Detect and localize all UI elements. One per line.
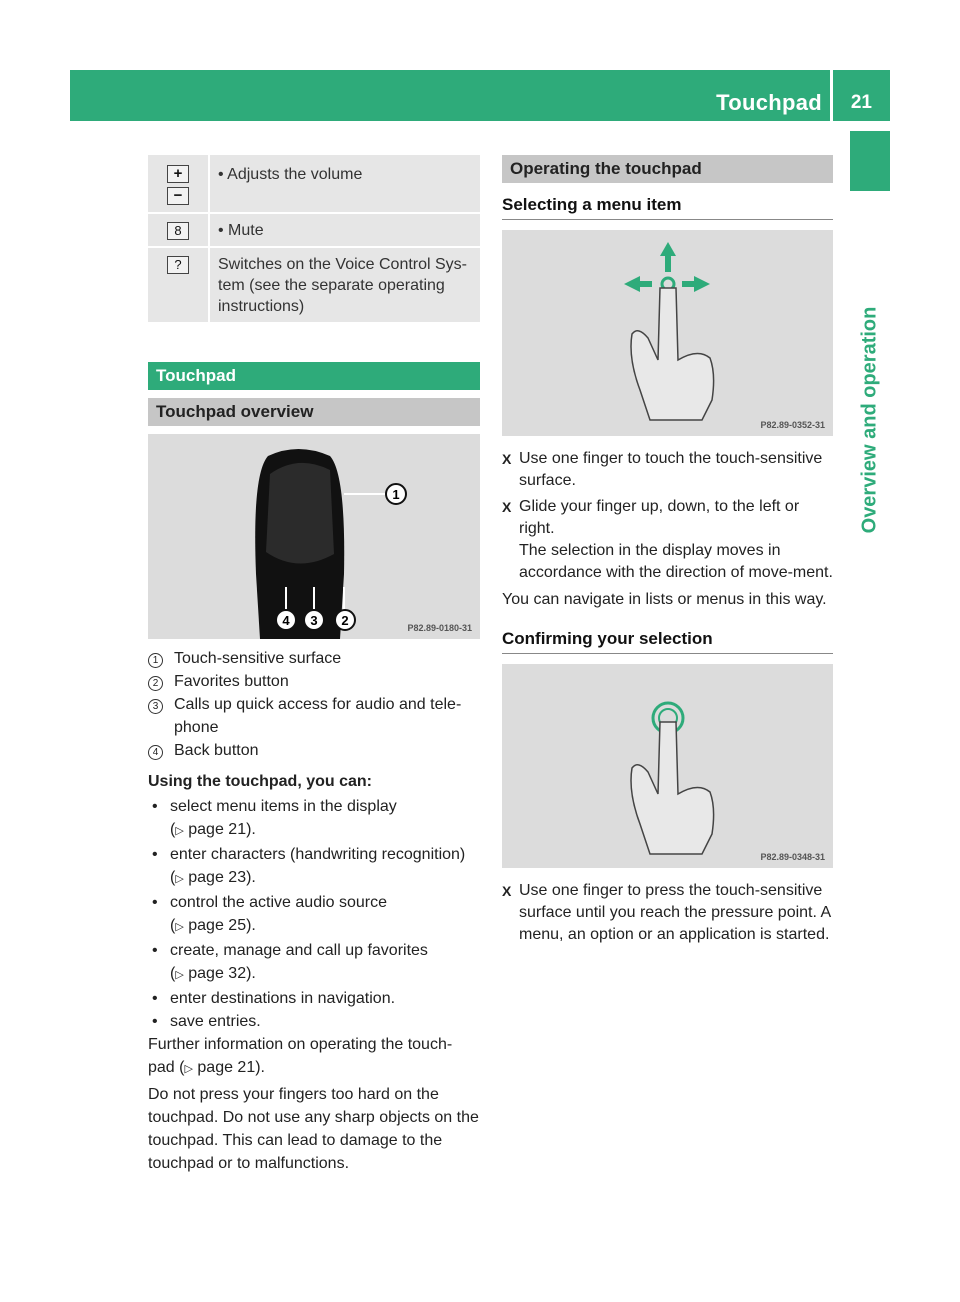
touchpad-illustration <box>148 434 480 639</box>
further-info-paragraph: Further information on operating the touch- pad (▷ page 21). <box>148 1036 453 1076</box>
legend-list <box>148 647 480 762</box>
header-separator <box>830 70 833 121</box>
list-item: • control the active audio source (▷ page 25). <box>152 894 388 934</box>
list-item: • enter characters (handwriting recognition) (▷ page 23). <box>152 846 466 886</box>
key-row <box>148 248 480 322</box>
key-row <box>148 214 480 248</box>
page-ref-icon: ▷ <box>184 1063 193 1075</box>
header-title: Touchpad <box>716 90 822 115</box>
legend-item: 3 Calls up quick access for audio and tele-phone <box>148 693 480 739</box>
mute-icon: 8 <box>167 222 189 240</box>
page-header <box>70 70 890 121</box>
svg-text:2: 2 <box>341 613 349 628</box>
voice-control-key <box>148 248 210 322</box>
press-gesture-illustration <box>502 664 833 868</box>
list-item: • select menu items in the display (▷ page 21). <box>152 798 397 838</box>
list-item: • create, manage and call up favorites (▷ page 32). <box>152 942 428 982</box>
key-description: Switches on the Voice Control Sys-tem (see the separate operating instructions) <box>218 256 468 315</box>
figure-code: P82.89-0180-31 <box>407 623 472 633</box>
step-item: X Glide your finger up, down, to the left or right. The selection in the display moves in accordance with the direction of move-ment. <box>502 498 833 581</box>
subsection-title: Selecting a menu item <box>502 195 833 220</box>
key-row <box>148 155 480 214</box>
swipe-figure <box>502 230 833 436</box>
touchpad-figure <box>148 434 480 639</box>
left-column <box>148 155 480 1175</box>
page-number: 21 <box>850 92 872 113</box>
page-ref-icon: ▷ <box>175 921 184 933</box>
right-column <box>502 155 833 946</box>
subsection-title: Touchpad overview <box>148 398 480 426</box>
swipe-gesture-illustration <box>502 230 833 436</box>
list-item: • enter destinations in navigation. <box>152 990 396 1007</box>
key-table <box>148 155 480 322</box>
usage-heading: Using the touchpad, you can: <box>148 773 373 790</box>
side-tab <box>850 131 890 191</box>
usage-list <box>148 795 480 1033</box>
figure-code: P82.89-0352-31 <box>760 420 825 430</box>
svg-text:4: 4 <box>282 613 290 628</box>
step-item: X Use one finger to press the touch-sensitive surface until you reach the pressure point. A menu, an option or an application is started. <box>502 882 831 943</box>
mute-key <box>148 214 210 246</box>
warning-paragraph: Do not press your fingers too hard on the touchpad. Do not use any sharp objects on the touchpad. This can lead to damage to the touchpad or to malfunctions. <box>148 1086 479 1172</box>
legend-item: 4 Back button <box>148 739 480 762</box>
side-chapter-label: Overview and operation <box>858 306 881 534</box>
svg-text:3: 3 <box>310 613 318 628</box>
svg-text:1: 1 <box>392 487 400 502</box>
page-ref-icon: ▷ <box>175 969 184 981</box>
volume-keys <box>148 155 210 212</box>
figure-code: P82.89-0348-31 <box>760 852 825 862</box>
step-item: X Use one finger to touch the touch-sensitive surface. <box>502 450 823 489</box>
subsection-title: Confirming your selection <box>502 629 833 654</box>
volume-minus-icon: − <box>167 187 189 205</box>
section-title: Touchpad <box>148 362 480 390</box>
legend-item: 1 Touch-sensitive surface <box>148 647 480 670</box>
list-item: • save entries. <box>152 1013 261 1030</box>
legend-item: 2 Favorites button <box>148 670 480 693</box>
voice-control-icon: ? <box>167 256 189 274</box>
volume-plus-icon: + <box>167 165 189 183</box>
section-title: Operating the touchpad <box>502 155 833 183</box>
navigation-paragraph: You can navigate in lists or menus in this way. <box>502 591 827 608</box>
key-description: • Adjusts the volume <box>218 166 363 183</box>
page-ref-icon: ▷ <box>175 825 184 837</box>
press-figure <box>502 664 833 868</box>
page-ref-icon: ▷ <box>175 873 184 885</box>
key-description: • Mute <box>218 222 264 239</box>
